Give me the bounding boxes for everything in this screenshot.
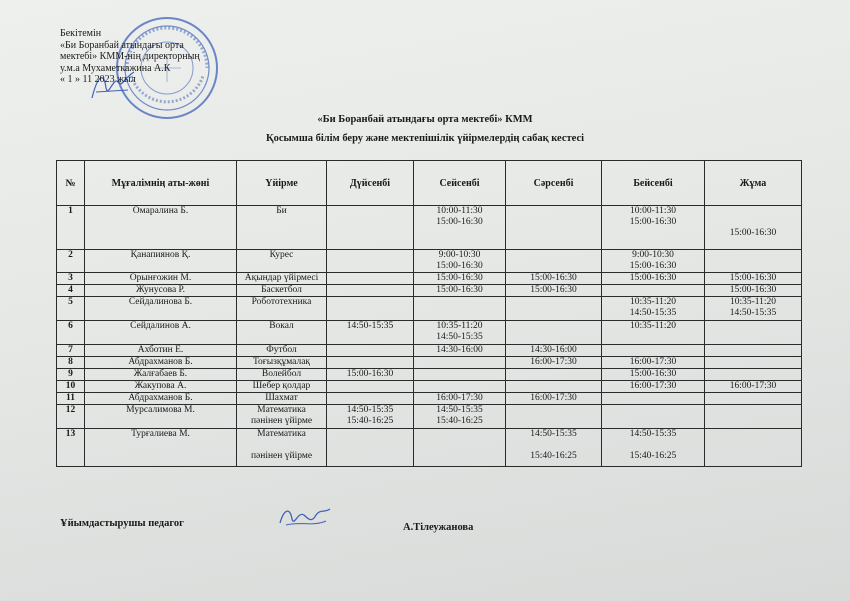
wednesday-slot <box>506 206 602 250</box>
schedule-table <box>56 160 802 467</box>
document-subtitle: Қосымша білім беру және мектепішілік үйірмелердің сабақ кестесі <box>265 133 585 144</box>
club-name: Баскетбол <box>237 285 327 297</box>
wednesday-slot <box>506 250 602 273</box>
teacher-name: Абдрахманов Б. <box>85 357 237 369</box>
friday-slot: 16:00-17:30 <box>705 381 802 393</box>
row-number: 10 <box>57 381 85 393</box>
monday-slot: 14:50-15:35 <box>327 321 414 345</box>
monday-slot <box>327 250 414 273</box>
tuesday-slot <box>414 297 506 321</box>
teacher-name: Жалғабаев Б. <box>85 369 237 381</box>
row-number: 5 <box>57 297 85 321</box>
organizer-label: Ұйымдастырушы педагог <box>60 518 184 529</box>
monday-slot <box>327 393 414 405</box>
thursday-slot: 16:00-17:30 <box>602 381 705 393</box>
teacher-name: Қанапиянов Қ. <box>85 250 237 273</box>
organizer-signature-icon <box>276 503 334 531</box>
wednesday-slot: 14:50-15:35 15:40-16:25 <box>506 429 602 467</box>
thursday-slot: 10:00-11:30 15:00-16:30 <box>602 206 705 250</box>
monday-slot <box>327 381 414 393</box>
wednesday-slot <box>506 381 602 393</box>
wednesday-slot: 16:00-17:30 <box>506 357 602 369</box>
teacher-name: Сейдалинов А. <box>85 321 237 345</box>
table-row <box>57 297 802 321</box>
monday-slot: 15:00-16:30 <box>327 369 414 381</box>
teacher-name: Орынғожин М. <box>85 273 237 285</box>
approval-line: мектебі» КММ-нің директорның <box>60 51 200 62</box>
teacher-name: Омаралина Б. <box>85 206 237 250</box>
teacher-name: Ахботин Е. <box>85 345 237 357</box>
wednesday-slot: 16:00-17:30 <box>506 393 602 405</box>
friday-slot <box>705 405 802 429</box>
approval-line: у.м.а Мухаметкажина А.К <box>60 62 171 74</box>
club-name: Тоғызқұмалақ <box>237 357 327 369</box>
monday-slot <box>327 273 414 285</box>
row-number: 4 <box>57 285 85 297</box>
table-row <box>57 345 802 357</box>
document-title: «Би Боранбай атындағы орта мектебі» КММ <box>317 114 533 125</box>
table-row <box>57 369 802 381</box>
monday-slot <box>327 206 414 250</box>
friday-slot <box>705 250 802 273</box>
table-header-row <box>57 161 802 206</box>
friday-slot: 15:00-16:30 <box>705 285 802 297</box>
monday-slot <box>327 357 414 369</box>
row-number: 12 <box>57 405 85 429</box>
tuesday-slot: 14:30-16:00 <box>414 345 506 357</box>
col-header-club: Үйірме <box>237 161 327 206</box>
club-name: Математика пәнінен үйірме <box>237 429 327 467</box>
row-number: 2 <box>57 250 85 273</box>
club-name: Шахмат <box>237 393 327 405</box>
teacher-name: Сейдалинова Б. <box>85 297 237 321</box>
wednesday-slot: 15:00-16:30 <box>506 273 602 285</box>
teacher-name: Абдрахманов Б. <box>85 393 237 405</box>
approval-line: Бекітемін <box>60 28 102 39</box>
tuesday-slot <box>414 429 506 467</box>
row-number: 7 <box>57 345 85 357</box>
tuesday-slot <box>414 369 506 381</box>
table-row <box>57 206 802 250</box>
thursday-slot: 15:00-16:30 <box>602 273 705 285</box>
col-header-monday: Дүйсенбі <box>327 161 414 206</box>
tuesday-slot: 15:00-16:30 <box>414 285 506 297</box>
table-row <box>57 393 802 405</box>
club-name: Ақындар үйірмесі <box>237 273 327 285</box>
club-name: Вокал <box>237 321 327 345</box>
table-row <box>57 273 802 285</box>
tuesday-slot: 15:00-16:30 <box>414 273 506 285</box>
friday-slot: 15:00-16:30 <box>705 273 802 285</box>
club-name: Би <box>237 206 327 250</box>
tuesday-slot <box>414 381 506 393</box>
approval-line: « 1 » 11 2023 жыл <box>60 74 136 85</box>
table-row <box>57 321 802 345</box>
thursday-slot <box>602 285 705 297</box>
table-row <box>57 250 802 273</box>
club-name: Робототехника <box>237 297 327 321</box>
approval-line: «Би Боранбай атындағы орта <box>60 39 184 51</box>
teacher-name: Турғалиева М. <box>85 429 237 467</box>
col-header-teacher: Мұғалімнің аты-жөні <box>85 161 237 206</box>
thursday-slot: 10:35-11:20 14:50-15:35 <box>602 297 705 321</box>
table-row <box>57 429 802 467</box>
row-number: 6 <box>57 321 85 345</box>
tuesday-slot <box>414 357 506 369</box>
approval-block <box>60 28 200 86</box>
tuesday-slot: 16:00-17:30 <box>414 393 506 405</box>
thursday-slot: 10:35-11:20 <box>602 321 705 345</box>
wednesday-slot <box>506 369 602 381</box>
friday-slot <box>705 393 802 405</box>
friday-slot <box>705 345 802 357</box>
table-row <box>57 285 802 297</box>
teacher-name: Жунусова Р. <box>85 285 237 297</box>
monday-slot <box>327 345 414 357</box>
thursday-slot <box>602 405 705 429</box>
table-row <box>57 405 802 429</box>
thursday-slot: 14:50-15:35 15:40-16:25 <box>602 429 705 467</box>
tuesday-slot: 9:00-10:30 15:00-16:30 <box>414 250 506 273</box>
row-number: 1 <box>57 206 85 250</box>
teacher-name: Мурсалимова М. <box>85 405 237 429</box>
row-number: 8 <box>57 357 85 369</box>
club-name: Футбол <box>237 345 327 357</box>
friday-slot <box>705 369 802 381</box>
teacher-name: Жакупова А. <box>85 381 237 393</box>
col-header-thursday: Бейсенбі <box>602 161 705 206</box>
wednesday-slot: 15:00-16:30 <box>506 285 602 297</box>
thursday-slot <box>602 393 705 405</box>
wednesday-slot: 14:30-16:00 <box>506 345 602 357</box>
monday-slot <box>327 429 414 467</box>
row-number: 13 <box>57 429 85 467</box>
friday-slot <box>705 429 802 467</box>
table-row <box>57 357 802 369</box>
row-number: 3 <box>57 273 85 285</box>
thursday-slot <box>602 345 705 357</box>
row-number: 11 <box>57 393 85 405</box>
thursday-slot: 16:00-17:30 <box>602 357 705 369</box>
friday-slot: 10:35-11:20 14:50-15:35 <box>705 297 802 321</box>
club-name: Курес <box>237 250 327 273</box>
table-row <box>57 381 802 393</box>
club-name: Шебер қолдар <box>237 381 327 393</box>
friday-slot <box>705 357 802 369</box>
friday-slot <box>705 321 802 345</box>
monday-slot <box>327 285 414 297</box>
wednesday-slot <box>506 297 602 321</box>
thursday-slot: 15:00-16:30 <box>602 369 705 381</box>
tuesday-slot: 14:50-15:35 15:40-16:25 <box>414 405 506 429</box>
thursday-slot: 9:00-10:30 15:00-16:30 <box>602 250 705 273</box>
club-name: Математика пәнінен үйірме <box>237 405 327 429</box>
monday-slot <box>327 297 414 321</box>
wednesday-slot <box>506 321 602 345</box>
wednesday-slot <box>506 405 602 429</box>
club-name: Волейбол <box>237 369 327 381</box>
tuesday-slot: 10:00-11:30 15:00-16:30 <box>414 206 506 250</box>
col-header-num: № <box>57 161 85 206</box>
friday-slot: 15:00-16:30 <box>705 206 802 250</box>
tuesday-slot: 10:35-11:20 14:50-15:35 <box>414 321 506 345</box>
organizer-name: А.Тілеужанова <box>403 522 474 533</box>
col-header-tuesday: Сейсенбі <box>414 161 506 206</box>
col-header-wednesday: Сәрсенбі <box>506 161 602 206</box>
row-number: 9 <box>57 369 85 381</box>
monday-slot: 14:50-15:35 15:40-16:25 <box>327 405 414 429</box>
col-header-friday: Жұма <box>705 161 802 206</box>
